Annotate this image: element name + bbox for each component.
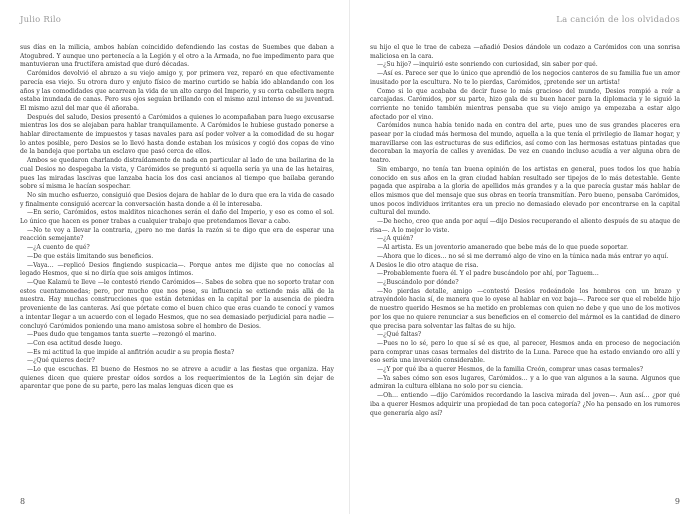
paragraph: —Con esa actitud desde luego. bbox=[27, 339, 123, 347]
paragraph: —Vaya… —replicó Desios fingiendo suspicacia—. Porque antes me dijiste que no conocías al legado Hesmos, que si no diría que sois amigos íntimos. bbox=[20, 261, 334, 278]
paragraph: —Al artista. Es un joventorio amanerado que bebe más de lo que puede soportar. bbox=[377, 244, 629, 252]
paragraph: —¿Qué faltas? bbox=[377, 331, 422, 339]
paragraph: No sin mucho esfuerzo, consiguió que Desios dejara de hablar de lo dura que era la vida de casado y finalmente consiguió acercar la conversación hasta donde a él le interesaba. bbox=[20, 191, 334, 208]
paragraph: —De hecho, creo que anda por aquí —dijo Desios recuperando el aliento después de su ataque de risa—. A lo mejor lo viste. bbox=[370, 218, 680, 234]
paragraph: —No te voy a llevar la contraria, ¿pero no me darás la razón si te digo que era de esperar una reacción semejante? bbox=[20, 226, 334, 243]
paragraph: —Así es. Parece ser que lo único que aprendió de los negocios canteros de su familia fue un amor inusitado por la escultura. No te lo pierdas, Carómidos, ¡pretende ser un artista! bbox=[370, 70, 680, 86]
paragraph: Después del saludo, Desios presentó a Carómidos a quienes lo acompañaban para luego excusarse mientras los dos se alejaban para hablar tranquilamente. A Carómidos le hubiese gustado ponerse a hablar directamente de impuestos y tasas navales para así poder volver a la comodidad de su hogar lo antes posible, pero Desios se lo llevó hasta donde estaban los músicos y cogió dos copas de vino de la bandeja que portaba un esclavo que pasó cerca de ellos. bbox=[20, 113, 334, 156]
page-number-left: 8 bbox=[20, 497, 26, 506]
right-page-body bbox=[370, 44, 680, 418]
paragraph: —Que Kalamú te lleve —le contestó riendo Carómidos—. Sabes de sobra que no soporto tratar con estos cuentamonedas; pero, por mucho que nos pese, su influencia se extiende más allá de la nuestra. Hay muchas construcciones que están detenidas en la capital por la ausencia de piedra proveniente de las canteras. Así que pórtate como el buen chico que eras cuando te conocí y vamos a intentar llegar a un acuerdo con el legado Hesmos, que no sea demasiado perjudicial para nadie —concluyó Carómidos poniendo una mano amistosa sobre el hombro de Desios. bbox=[20, 278, 334, 330]
left-page-body bbox=[20, 44, 334, 392]
page-number-right: 9 bbox=[674, 497, 680, 506]
paragraph: —Ya sabes cómo son esos lugares, Carómidos… y a lo que van algunos a la sauna. Algunos que admiran la cultura elblana no solo por su ciencia. bbox=[370, 374, 680, 391]
paragraph: —Ahora que lo dices… no sé si me derramó algo de vino en la túnica nada más entrar yo aquí. bbox=[377, 252, 669, 260]
paragraph: —Pues dudo que tengamos tanta suerte —rezongó el marino. bbox=[27, 331, 217, 339]
paragraph: —No pierdas detalle, amigo —contestó Desios rodeándole los hombros con un brazo y atrayéndolo hacia sí, de manera que lo oyese al hablar en voz baja—. Parece ser que el rebelde hijo de nuestro querido Hesmos se ha metido en problemas con quien no debe y que uno de los motivos por los que no quiere renunciar a sus beneficios en el comercio del mármol es la cantidad de dinero que precisa para solventar las faltas de su hijo. bbox=[370, 287, 680, 330]
paragraph: Carómidos nunca había tenido nada en contra del arte, pues uno de sus grandes placeres era pasear por la ciudad más hermosa del mundo, aquella a la que tenía el privilegio de llamar hogar, y maravillarse con las estructuras de sus edificios, así como con las hermosas estatuas pintadas que decoraban la mayoría de calles y avenidas. De vez en cuando incluso acudía a ver alguna obra de teatro. bbox=[370, 122, 680, 165]
paragraph: —De que estáis limitando sus beneficios. bbox=[27, 252, 154, 260]
running-head-title: La canción de los olvidados bbox=[556, 15, 680, 25]
paragraph: —¿A cuento de qué? bbox=[27, 244, 90, 252]
paragraph: Carómidos devolvió el abrazo a su viejo amigo y, por primera vez, reparó en que efectivamente parecía esa viejo. Su otrora duro y enjuto físico de marino curtido se había ido ablandando con los años y las comodidades que acarrean la vida de un alto cargo del Imperio, y su corta cabellera negra estaba inundada de canas. Pero sus ojos seguían brillando con el mismo azul intenso de su juventud. El mismo azul del mar que él añoraba. bbox=[20, 70, 334, 112]
paragraph: —Pues no lo sé, pero lo que sí sé es que, al parecer, Hesmos anda en proceso de negociación para comprar unas casas termales del distrito de la Luna. Parece que ha estado enviando oro allí y eso sería una inversión considerable. bbox=[370, 339, 680, 365]
paragraph: —En serio, Carómidos, estos malditos nicachones serán el daño del Imperio, y eso es como el sol. Lo único que hacen es poner trabas a cualquier trabajo que pretendamos llevar a cabo. bbox=[20, 209, 334, 226]
paragraph: Ambos se quedaron charlando distraídamente de nada en particular al lado de una bailarina de la cual Desios no despegaba la vista, y Carómidos se preguntó si aquella sería ya una de las hetairas, pues las miradas lascivas que lanzaba hacia los dos casi ancianos al tiempo que bailaba gerando sobre sí misma le hacían sospechar. bbox=[20, 157, 334, 191]
paragraph: —Probablemente fuera él. Y el padre buscándolo por ahí, por Taguem… bbox=[377, 270, 599, 278]
paragraph: —Es mi actitud la que impide al anfitrión acudir a su propia fiesta? bbox=[27, 348, 235, 356]
paragraph: —¿Qué quieres decir? bbox=[27, 357, 95, 365]
paragraph: —¿Buscándolo por dónde? bbox=[377, 278, 459, 286]
paragraph: Sin embargo, no tenía tan buena opinión de los artistas en general, pues todos los que había conocido en sus años en la gran ciudad habían resultado ser tipejos de lo más detestable. Gente pagada que aspiraba a la gloria de apellidos más grandes y a la que parecía gustar más hablar de ellos mismos que del mensaje que sus obras en teoría transmitían. Pero bueno, pensaba Carómidos, unos pocos individuos irritantes era un precio no demasiado elevado por encontrarse en la capital cultural del mundo. bbox=[370, 165, 680, 217]
paragraph: —¿Y por qué iba a querer Hesmos, de la familia Creón, comprar unas casas termales? bbox=[377, 366, 643, 374]
paragraph: —Oh… entiendo —dijo Carómidos recordando la lasciva mirada del joven—. Aun así… ¿por qué iba a querer Hesmos adquirir una propiedad de tan poca categoría? ¿No ha pensado en los rumores que generaría algo así? bbox=[370, 392, 680, 417]
running-head-author: Julio Rilo bbox=[20, 15, 62, 25]
paragraph: su hijo el que le trae de cabeza —añadió Desios dándole un codazo a Carómidos con una sonrisa maliciosa en la cara. bbox=[370, 44, 680, 60]
paragraph: sus días en la milicia, ambos habían coincidido defendiendo las costas de Suembes que daban a Atogubred. Y aunque uno pertenecía a la Legión y el otro a la Armada, no fue impedimento para que mantuvieran una fructífera amistad que duró décadas. bbox=[20, 44, 334, 69]
paragraph: Como si lo que acababa de decir fuese lo más gracioso del mundo, Desios rompió a reír a carcajadas. Carómidos, por su parte, hizo gala de su buen hacer para la diplomacia y le siguió la corriente no tenido también mientras pensaba que su viejo amigo ya empezaba a estar algo afectado por el vino. bbox=[370, 87, 680, 121]
paragraph: —Lo que escuchas. El bueno de Hesmos no se atreve a acudir a las fiestas que organiza. Hay quienes dicen que quiere prestar oídos sordos a los requerimientos de la Legión sin dejar de aparentar que pone de su parte, pero las malas lenguas dicen que es bbox=[20, 366, 334, 391]
paragraph: A Desios le dio otro ataque de risa. bbox=[370, 261, 479, 269]
paragraph: —¿Su hijo? —inquirió este sonriendo con curiosidad, sin saber por qué. bbox=[377, 61, 598, 69]
right-page bbox=[350, 0, 700, 514]
paragraph: —¿A quién? bbox=[377, 235, 414, 243]
